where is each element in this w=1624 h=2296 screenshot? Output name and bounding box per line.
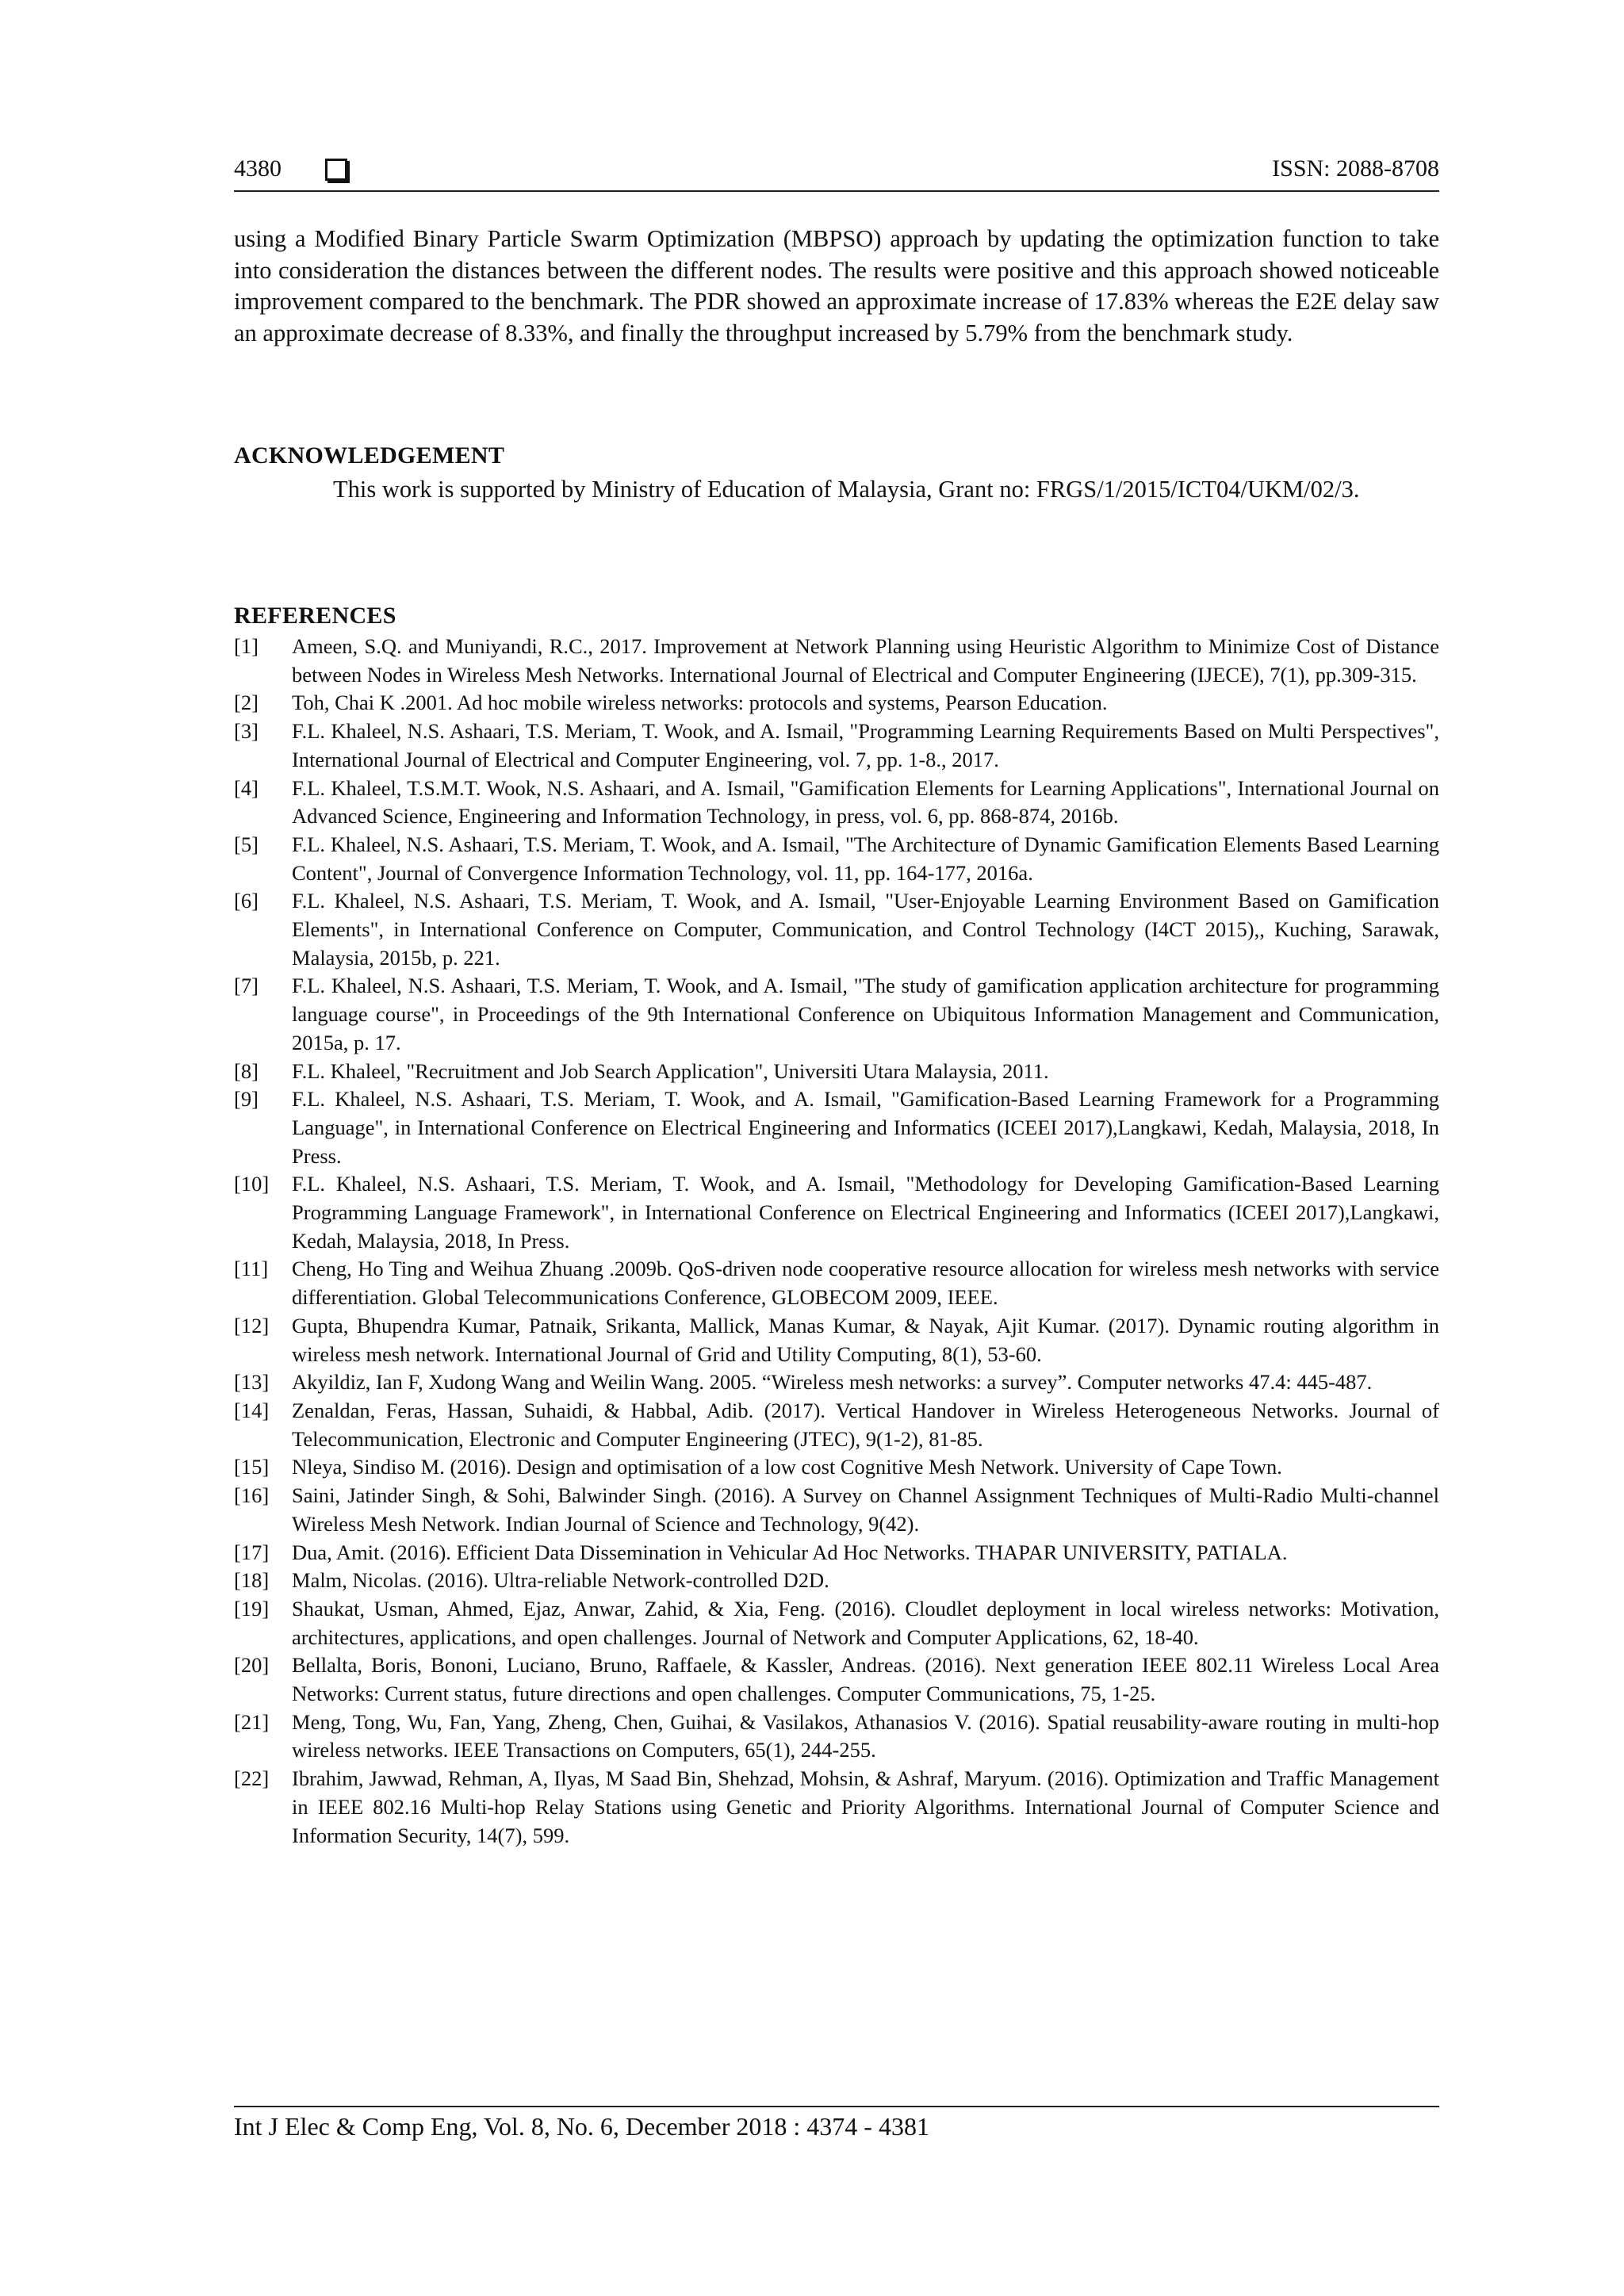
- acknowledgement-heading: ACKNOWLEDGEMENT: [234, 442, 505, 469]
- reference-item: [234, 1539, 1439, 1567]
- reference-number: [13]: [234, 1370, 270, 1395]
- reference-number: [22]: [234, 1766, 270, 1791]
- reference-number: [15]: [234, 1455, 270, 1479]
- reference-item: [234, 1709, 1439, 1765]
- reference-number: [14]: [234, 1398, 270, 1422]
- reference-text: Ibrahim, Jawwad, Rehman, A, Ilyas, M Saad Bin, Shehzad, Mohsin, & Ashraf, Maryum. (2016). Optimization and Traffic Management in IEEE 802.16 Multi-hop Relay Stations using Genetic and Priority Algorithms. International Journal of Computer Science and Information Security, 14(7), 599.: [292, 1766, 1439, 1847]
- reference-text: Akyildiz, Ian F, Xudong Wang and Weilin Wang. 2005. “Wireless mesh networks: a survey”. Computer networks 47.4: 445-487.: [292, 1370, 1373, 1395]
- reference-text: Saini, Jatinder Singh, & Sohi, Balwinder Singh. (2016). A Survey on Channel Assignment Techniques of Multi-Radio Multi-channel Wireless Mesh Network. Indian Journal of Science and Technology, 9(42).: [292, 1483, 1439, 1536]
- document-page: [234, 0, 1439, 2296]
- reference-item: [234, 1651, 1439, 1708]
- reference-number: [6]: [234, 889, 259, 913]
- reference-item: [234, 887, 1439, 972]
- reference-item: [234, 1170, 1439, 1255]
- reference-item: [234, 1453, 1439, 1482]
- issn-label: ISSN: 2088-8708: [1272, 155, 1439, 182]
- reference-text: Meng, Tong, Wu, Fan, Yang, Zheng, Chen, Guihai, & Vasilakos, Athanasios V. (2016). Spatial reusability-aware routing in multi-hop wireless networks. IEEE Transactions on Computers, 65(1), 244-255.: [292, 1709, 1439, 1762]
- reference-item: [234, 1765, 1439, 1850]
- journal-citation: Int J Elec & Comp Eng, Vol. 8, No. 6, December 2018 : 4374 - 4381: [234, 2112, 929, 2141]
- reference-number: [3]: [234, 719, 259, 744]
- reference-number: [8]: [234, 1058, 259, 1083]
- page-header: [234, 155, 1439, 192]
- reference-item: [234, 1058, 1439, 1086]
- reference-text: Dua, Amit. (2016). Efficient Data Dissemination in Vehicular Ad Hoc Networks. THAPAR UNIVERSITY, PATIALA.: [292, 1540, 1288, 1564]
- reference-item: [234, 1255, 1439, 1311]
- reference-text: Malm, Nicolas. (2016). Ultra-reliable Network-controlled D2D.: [292, 1568, 829, 1593]
- reference-item: [234, 1085, 1439, 1170]
- reference-item: [234, 1567, 1439, 1595]
- acknowledgement-body: This work is supported by Ministry of Education of Malaysia, Grant no: FRGS/1/2015/ICT04/UKM/02/3.: [333, 476, 1360, 503]
- reference-text: Cheng, Ho Ting and Weihua Zhuang .2009b. QoS-driven node cooperative resource allocation for wireless mesh networks with service differentiation. Global Telecommunications Conference, GLOBECOM 2009, IEEE.: [292, 1257, 1439, 1310]
- hollow-square-bullet-icon: [325, 159, 347, 181]
- acknowledgement-text: [234, 474, 1439, 506]
- page-number: 4380: [234, 155, 282, 182]
- reference-number: [11]: [234, 1257, 269, 1281]
- reference-item: [234, 775, 1439, 831]
- reference-item: [234, 718, 1439, 774]
- reference-number: [16]: [234, 1483, 270, 1508]
- reference-item: [234, 1482, 1439, 1538]
- reference-number: [12]: [234, 1313, 270, 1337]
- reference-number: [18]: [234, 1568, 270, 1593]
- reference-number: [17]: [234, 1540, 270, 1564]
- reference-number: [5]: [234, 832, 259, 856]
- reference-item: [234, 1397, 1439, 1453]
- reference-item: [234, 633, 1439, 689]
- reference-text: F.L. Khaleel, N.S. Ashaari, T.S. Meriam, T. Wook, and A. Ismail, "User-Enjoyable Learning Environment Based on Gamification Elements", in International Conference on Computer, Communication, and Control Technology (I4CT 2015),, Kuching, Sarawak, Malaysia, 2015b, p. 221.: [292, 889, 1439, 970]
- reference-number: [20]: [234, 1653, 270, 1678]
- reference-item: [234, 831, 1439, 887]
- page-footer: [234, 2106, 1439, 2141]
- references-list: [234, 633, 1439, 1850]
- reference-number: [7]: [234, 974, 259, 998]
- reference-text: F.L. Khaleel, N.S. Ashaari, T.S. Meriam, T. Wook, and A. Ismail, "Methodology for Developing Gamification-Based Learning Programming Language Framework", in International Conference on Electrical Engineering and Informatics (ICEEI 2017),Langkawi, Kedah, Malaysia, 2018, In Press.: [292, 1172, 1439, 1253]
- reference-text: Nleya, Sindiso M. (2016). Design and optimisation of a low cost Cognitive Mesh Network. University of Cape Town.: [292, 1455, 1282, 1479]
- reference-number: [2]: [234, 691, 259, 715]
- reference-text: F.L. Khaleel, "Recruitment and Job Search Application", Universiti Utara Malaysia, 2011.: [292, 1058, 1049, 1083]
- reference-text: F.L. Khaleel, N.S. Ashaari, T.S. Meriam, T. Wook, and A. Ismail, "Programming Learning Requirements Based on Multi Perspectives", International Journal of Electrical and Computer Engineering, vol. 7, pp. 1-8., 2017.: [292, 719, 1439, 771]
- reference-text: F.L. Khaleel, N.S. Ashaari, T.S. Meriam, T. Wook, and A. Ismail, "The study of gamification application architecture for programming language course", in Proceedings of the 9th International Conference on Ubiquitous Information Management and Communication, 2015a, p. 17.: [292, 974, 1439, 1054]
- reference-item: [234, 689, 1439, 718]
- reference-item: [234, 1312, 1439, 1368]
- reference-text: F.L. Khaleel, N.S. Ashaari, T.S. Meriam, T. Wook, and A. Ismail, "The Architecture of Dynamic Gamification Elements Based Learning Content", Journal of Convergence Information Technology, vol. 11, pp. 164-177, 2016a.: [292, 832, 1439, 885]
- reference-text: F.L. Khaleel, T.S.M.T. Wook, N.S. Ashaari, and A. Ismail, "Gamification Elements for Learning Applications", International Journal on Advanced Science, Engineering and Information Technology, in press, vol. 6, pp. 868-874, 2016b.: [292, 775, 1439, 828]
- reference-number: [1]: [234, 634, 259, 658]
- reference-number: [9]: [234, 1087, 259, 1112]
- reference-number: [19]: [234, 1596, 270, 1621]
- reference-item: [234, 1595, 1439, 1651]
- references-heading: REFERENCES: [234, 603, 396, 629]
- body-paragraph: using a Modified Binary Particle Swarm Optimization (MBPSO) approach by updating the optimization function to take into consideration the distances between the different nodes. The results were positive and this approach showed noticeable improvement compared to the benchmark. The PDR showed an approximate increase of 17.83% whereas the E2E delay saw an approximate decrease of 8.33%, and finally the throughput increased by 5.79% from the benchmark study.: [234, 225, 1439, 346]
- reference-number: [21]: [234, 1709, 270, 1734]
- reference-text: Shaukat, Usman, Ahmed, Ejaz, Anwar, Zahid, & Xia, Feng. (2016). Cloudlet deployment in local wireless networks: Motivation, architectures, applications, and open challenges. Journal of Network and Computer Applications, 62, 18-40.: [292, 1596, 1439, 1649]
- reference-number: [10]: [234, 1172, 270, 1196]
- reference-text: Toh, Chai K .2001. Ad hoc mobile wireless networks: protocols and systems, Pearson Education.: [292, 691, 1108, 715]
- reference-text: Bellalta, Boris, Bononi, Luciano, Bruno, Raffaele, & Kassler, Andreas. (2016). Next generation IEEE 802.11 Wireless Local Area Networks: Current status, future directions and open challenges. Computer Communications, 75, 1-25.: [292, 1653, 1439, 1706]
- reference-text: Gupta, Bhupendra Kumar, Patnaik, Srikanta, Mallick, Manas Kumar, & Nayak, Ajit Kumar. (2017). Dynamic routing algorithm in wireless mesh network. International Journal of Grid and Utility Computing, 8(1), 53-60.: [292, 1313, 1439, 1366]
- reference-text: Ameen, S.Q. and Muniyandi, R.C., 2017. Improvement at Network Planning using Heuristic Algorithm to Minimize Cost of Distance between Nodes in Wireless Mesh Networks. International Journal of Electrical and Computer Engineering (IJECE), 7(1), pp.309-315.: [292, 634, 1439, 687]
- reference-item: [234, 1368, 1439, 1397]
- reference-number: [4]: [234, 775, 259, 800]
- reference-text: Zenaldan, Feras, Hassan, Suhaidi, & Habbal, Adib. (2017). Vertical Handover in Wireless Heterogeneous Networks. Journal of Telecommunication, Electronic and Computer Engineering (JTEC), 9(1-2), 81-85.: [292, 1398, 1439, 1451]
- reference-text: F.L. Khaleel, N.S. Ashaari, T.S. Meriam, T. Wook, and A. Ismail, "Gamification-Based Learning Framework for a Programming Language", in International Conference on Electrical Engineering and Informatics (ICEEI 2017),Langkawi, Kedah, Malaysia, 2018, In Press.: [292, 1087, 1439, 1168]
- reference-item: [234, 972, 1439, 1057]
